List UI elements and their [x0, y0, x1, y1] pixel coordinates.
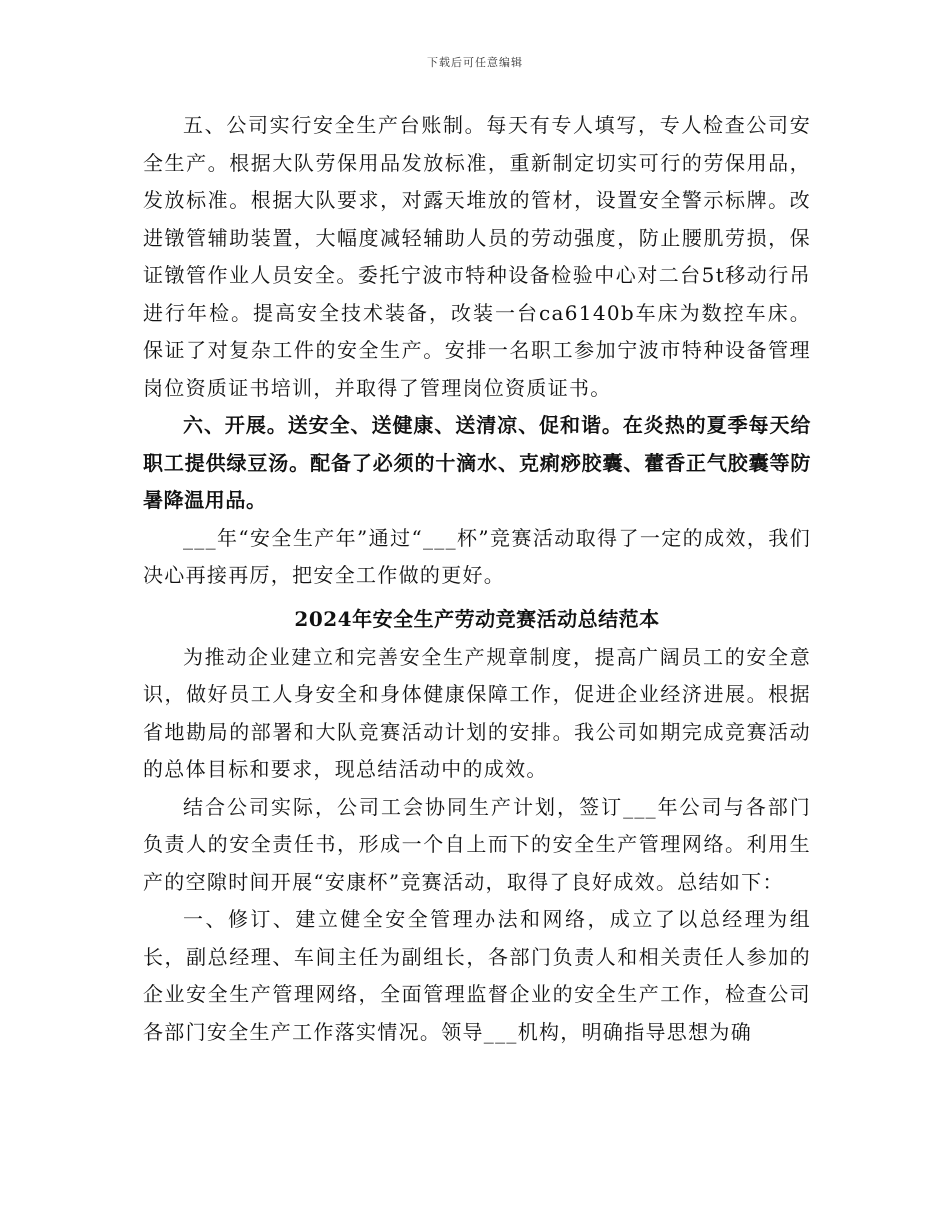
paragraph-intro: 为推动企业建立和完善安全生产规章制度，提高广阔员工的安全意识，做好员工人身安全和身体健康保障工作，促进企业经济进展。根据省地勘局的部署和大队竞赛活动计划的安排。我公司如期完成竞赛活动的总体目标和要求，现总结活动中的成效。 [143, 644, 811, 781]
paragraph-item-6: 六、开展。送安全、送健康、送清凉、促和谐。在炎热的夏季每天给职工提供绿豆汤。配备了必须的十滴水、克痢痧胶囊、藿香正气胶囊等防暑降温用品。 [143, 413, 811, 512]
section-title: 2024年安全生产劳动竞赛活动总结范本 [294, 606, 660, 631]
paragraph-context: 结合公司实际，公司工会协同生产计划，签订___年公司与各部门负责人的安全责任书，形成一个自上而下的安全生产管理网络。利用生产的空隙时间开展“安康杯”竞赛活动，取得了良好成效。总结如下： [143, 794, 811, 894]
paragraph-item-1: 一、修订、建立健全安全管理办法和网络，成立了以总经理为组长，副总经理、车间主任为副组长，各部门负责人和相关责任人参加的企业安全生产管理网络，全面管理监督企业的安全生产工作，检查公司各部门安全生产工作落实情况。领导___机构，明确指导思想为确 [143, 907, 811, 1044]
paragraph-closing: ___年“安全生产年”通过“___杯”竞赛活动取得了一定的成效，我们决心再接再厉，把安全工作做的更好。 [143, 525, 811, 587]
paragraph-item-5: 五、公司实行安全生产台账制。每天有专人填写，专人检查公司安全生产。根据大队劳保用品发放标准，重新制定切实可行的劳保用品，发放标准。根据大队要求，对露天堆放的管材，设置安全警示标牌。改进镦管辅助装置，大幅度减轻辅助人员的劳动强度，防止腰肌劳损，保证镦管作业人员安全。委托宁波市特种设备检验中心对二台5t移动行吊进行年检。提高安全技术装备，改装一台ca6140b车床为数控车床。保证了对复杂工件的安全生产。安排一名职工参加宁波市特种设备管理岗位资质证书培训，并取得了管理岗位资质证书。 [143, 113, 811, 400]
page-header-note: 下载后可任意编辑 [427, 56, 523, 69]
document-body [143, 107, 811, 1051]
